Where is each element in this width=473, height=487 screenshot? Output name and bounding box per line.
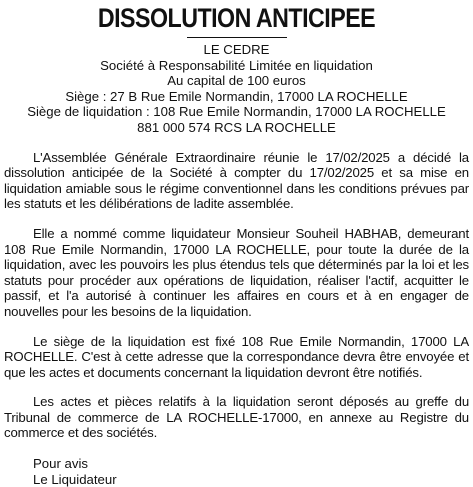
company-registration: 881 000 574 RCS LA ROCHELLE xyxy=(137,119,336,135)
paragraph-liquidation-office: Le siège de la liquidation est fixé 108 Rue Emile Normandin, 17000 LA ROCHELLE. C'est à cette adresse que la correspondance devra être envoyée et que les actes et documents concernant la liquidation devront être notifiés. xyxy=(4,333,469,380)
title-divider xyxy=(187,37,287,38)
paragraph-liquidator: Elle a nommé comme liquidateur Monsieur Souheil HABHAB, demeurant 108 Rue Emile Normandin, 17000 LA ROCHELLE, pour toute la durée de la liquidation, avec les pouvoirs les plus étendus tels que déterminés par la loi et les statuts pour procéder aux opérations de liquidation, réaliser l'actif, acquitter le passif, et l'a autorisé à continuer les affaires en cours et à en engager de nouvelles pour les besoins de la liquidation. xyxy=(4,225,469,319)
company-liquidation-office: Siège de liquidation : 108 Rue Emile Normandin, 17000 LA ROCHELLE xyxy=(27,104,446,120)
notice-title: DISSOLUTION ANTICIPEE xyxy=(97,3,376,33)
closing-signatory: Le Liquidateur xyxy=(33,471,117,487)
company-header xyxy=(4,42,469,136)
company-legal-form: Société à Responsabilité Limitée en liquidation xyxy=(100,57,373,73)
closing-signature xyxy=(33,456,469,487)
company-name: LE CEDRE xyxy=(203,42,270,57)
paragraph-filing: Les actes et pièces relatifs à la liquidation seront déposés au greffe du Tribunal de commerce de LA ROCHELLE-17000, en annexe au Registre du commerce et des sociétés. xyxy=(4,394,469,441)
closing-pour-avis: Pour avis xyxy=(33,456,88,472)
paragraph-dissolution: L'Assemblée Générale Extraordinaire réunie le 17/02/2025 a décidé la dissolution anticipée de la Société à compter du 17/02/2025 et sa mise en liquidation amiable sous le régime conventionnel dans les conditions prévues par les statuts et les délibérations de ladite assemblée. xyxy=(4,149,469,212)
company-capital: Au capital de 100 euros xyxy=(167,73,306,89)
company-head-office: Siège : 27 B Rue Emile Normandin, 17000 LA ROCHELLE xyxy=(65,88,408,104)
